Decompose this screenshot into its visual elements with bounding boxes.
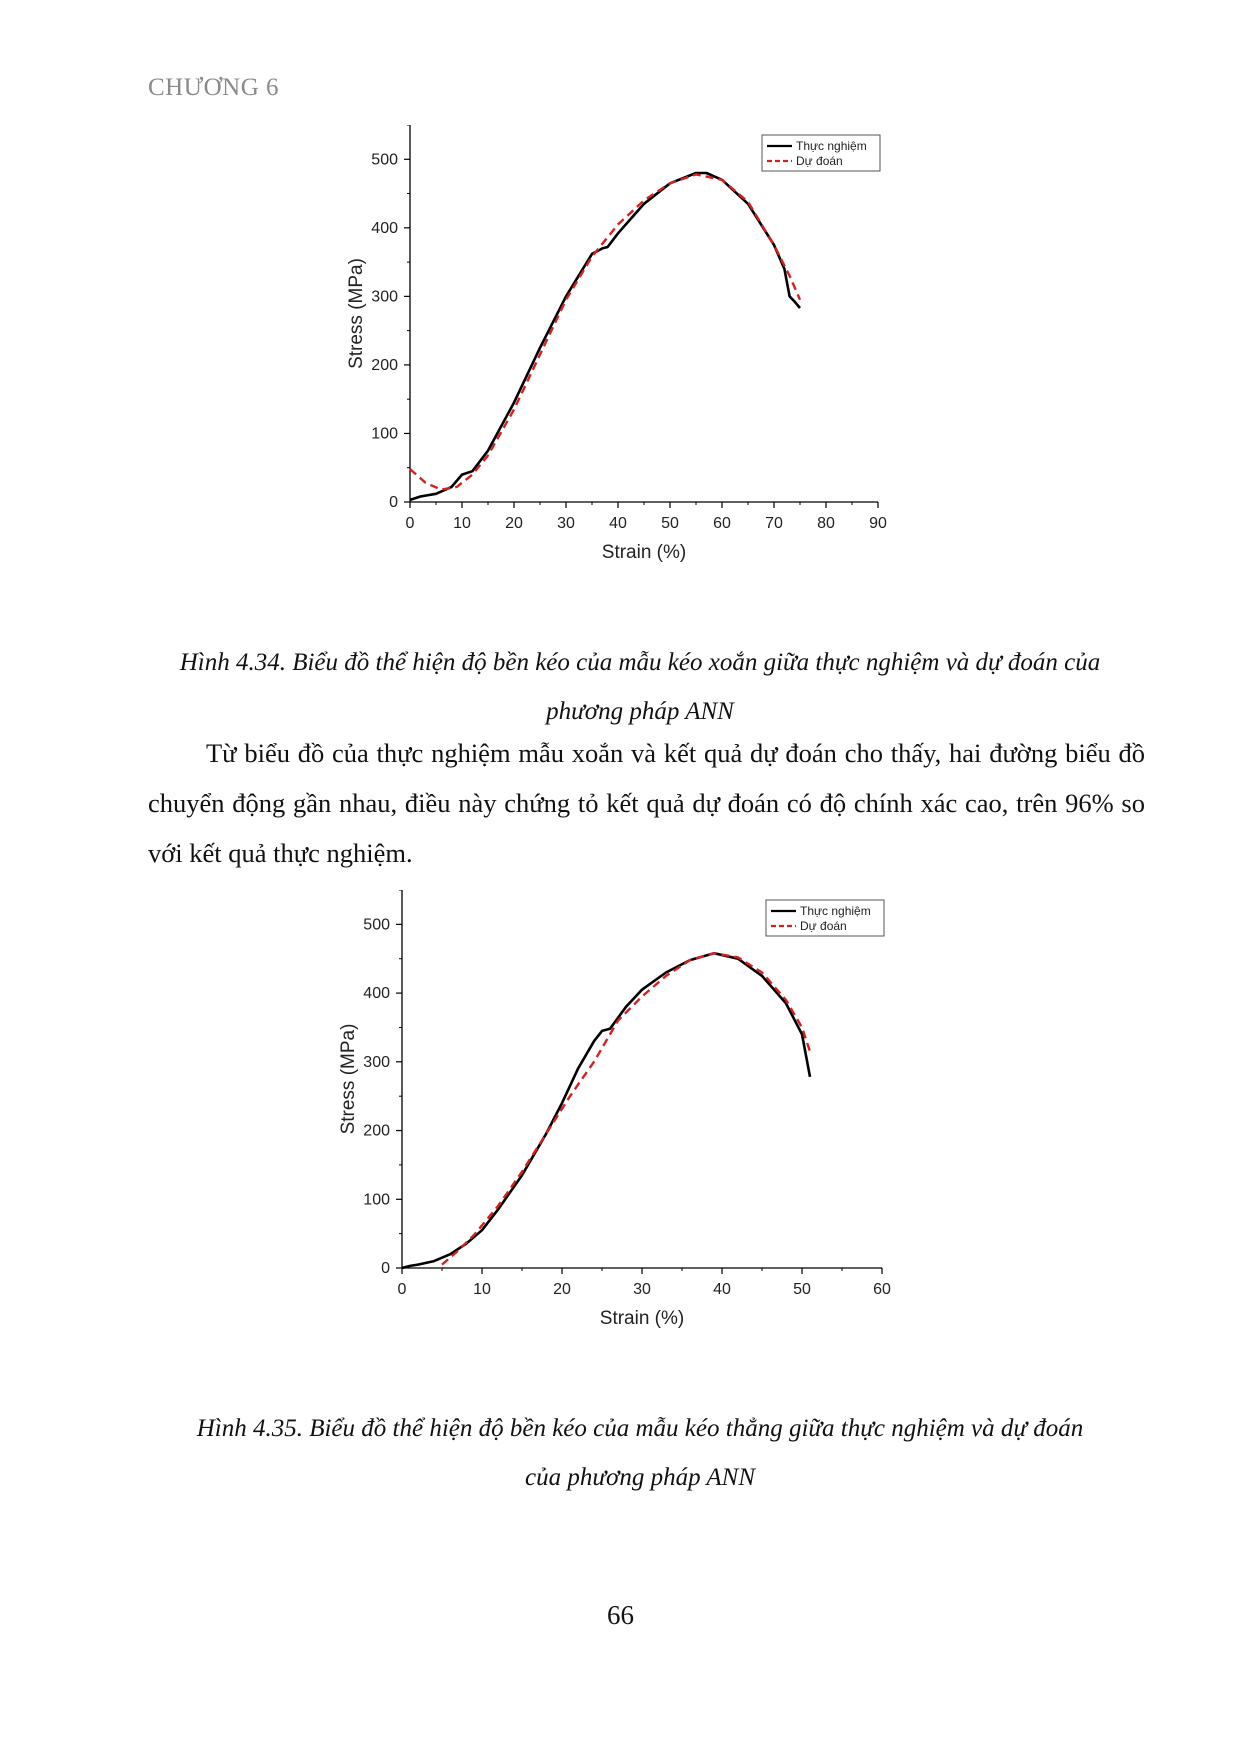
- caption-line: Hình 4.34. Biểu đồ thể hiện độ bền kéo của mẫu kéo xoắn giữa thực nghiệm và dự đoán của: [179, 649, 1101, 676]
- x-axis-label: Strain (%): [599, 1308, 685, 1329]
- body-paragraph: Từ biểu đồ của thực nghiệm mẫu xoắn và kết quả dự đoán cho thấy, hai đường biểu đồ chuyển động gần nhau, điều này chứng tỏ kết quả dự đoán có độ chính xác cao, trên 96% so với kết quả thực nghiệm.: [148, 738, 1145, 868]
- caption-line: phương pháp ANN: [546, 698, 734, 725]
- legend-label: Dự đoán: [800, 919, 847, 933]
- y-tick-label: 400: [363, 985, 390, 1003]
- y-tick-label: 400: [371, 219, 398, 237]
- y-axis-label: Stress (MPa): [338, 1023, 359, 1135]
- y-axis-label: Stress (MPa): [346, 258, 367, 369]
- y-tick-label: 200: [371, 356, 398, 374]
- chart-legend: [766, 900, 884, 936]
- x-tick-label: 30: [633, 1281, 651, 1298]
- legend-label: Thực nghiệm: [796, 139, 867, 153]
- figure-4-35-chart: [330, 890, 970, 1400]
- x-tick-label: 0: [397, 1281, 407, 1298]
- x-tick-label: 20: [553, 1281, 571, 1298]
- y-tick-label: 0: [381, 1260, 390, 1277]
- x-tick-label: 60: [713, 515, 731, 532]
- y-tick-label: 0: [389, 494, 398, 511]
- legend-label: Dự đoán: [796, 154, 843, 168]
- figure-4-34-chart: [340, 125, 960, 630]
- legend-label: Thực nghiệm: [800, 904, 871, 918]
- y-tick-label: 500: [371, 151, 398, 169]
- y-tick-label: 100: [363, 1191, 390, 1209]
- x-tick-label: 40: [713, 1281, 731, 1298]
- x-tick-label: 70: [765, 515, 783, 532]
- series-line-predicted: [442, 953, 810, 1264]
- x-tick-label: 50: [793, 1281, 811, 1298]
- x-tick-label: 60: [873, 1281, 891, 1298]
- series-line-experimental: [410, 173, 800, 500]
- x-tick-label: 10: [453, 515, 471, 532]
- page-number: 66: [607, 1600, 634, 1630]
- series-line-predicted: [410, 174, 800, 489]
- series-line-experimental: [402, 953, 810, 1268]
- x-tick-label: 90: [869, 515, 887, 532]
- chapter-header: CHƯƠNG 6: [148, 74, 280, 101]
- x-tick-label: 30: [557, 515, 575, 532]
- caption-line: của phương pháp ANN: [525, 1464, 755, 1491]
- x-tick-label: 20: [505, 515, 523, 532]
- figure-4-34-caption: [140, 638, 1140, 736]
- y-tick-label: 100: [371, 425, 398, 443]
- y-tick-label: 500: [363, 916, 390, 934]
- x-tick-label: 40: [609, 515, 627, 532]
- y-tick-label: 300: [363, 1053, 390, 1071]
- caption-line: Hình 4.35. Biểu đồ thể hiện độ bền kéo của mẫu kéo thẳng giữa thực nghiệm và dự đoán: [196, 1415, 1084, 1442]
- y-tick-label: 200: [363, 1122, 390, 1140]
- figure-4-35-caption: [140, 1404, 1140, 1502]
- chart-legend: [762, 135, 880, 171]
- x-tick-label: 80: [817, 515, 835, 532]
- x-tick-label: 50: [661, 515, 679, 532]
- y-tick-label: 300: [371, 288, 398, 306]
- x-tick-label: 10: [473, 1281, 491, 1298]
- x-axis-label: Strain (%): [601, 542, 687, 563]
- x-tick-label: 0: [405, 515, 415, 532]
